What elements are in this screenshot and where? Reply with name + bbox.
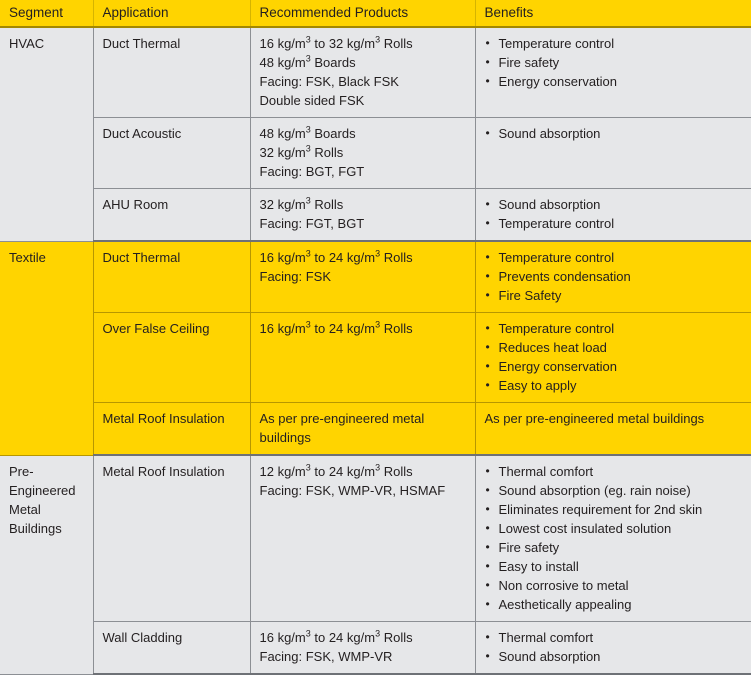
benefit-item: • Fire safety — [485, 538, 743, 557]
benefit-item: • Temperature control — [485, 214, 743, 233]
table-row — [0, 27, 751, 118]
product-line: 32 $kg/m^3$ Rolls — [259, 195, 344, 212]
benefit-item: • Sound absorption — [485, 195, 743, 214]
benefits-list — [485, 628, 743, 666]
recommended-products-cell — [250, 455, 475, 622]
product-line: 12 $kg/m^3$ to 24 $kg/m^3$ Rolls — [259, 462, 413, 479]
application-cell: Duct Acoustic — [93, 118, 250, 189]
segment-label: HVAC — [9, 36, 45, 51]
application-cell: Wall Cladding — [93, 622, 250, 675]
product-line: 16 $kg/m^3$ to 24 $kg/m^3$ Rolls — [259, 248, 413, 265]
benefits-list — [485, 195, 743, 233]
benefits-cell — [475, 27, 751, 118]
column-header-benefits: Benefits — [475, 0, 751, 27]
table-row — [0, 189, 751, 242]
product-line: Facing: BGT, FGT — [259, 164, 365, 179]
benefits-list — [485, 319, 743, 395]
application-cell: Metal Roof Insulation — [93, 403, 250, 456]
benefit-item: • Eliminates requirement for 2nd skin — [485, 500, 743, 519]
product-line: Facing: FSK — [259, 269, 332, 284]
benefit-item: • Lowest cost insulated solution — [485, 519, 743, 538]
segment-label-line: Pre- — [9, 463, 34, 479]
product-line: 16 $kg/m^3$ to 24 $kg/m^3$ Rolls — [259, 628, 413, 645]
table-header — [0, 0, 751, 27]
benefits-list — [485, 124, 743, 143]
benefit-item: • Easy to install — [485, 557, 743, 576]
benefits-cell — [475, 118, 751, 189]
benefit-item: • Temperature control — [485, 34, 743, 53]
product-line: Facing: FSK, Black FSK — [259, 74, 399, 89]
recommended-products-cell — [250, 189, 475, 242]
product-line: 16 $kg/m^3$ to 24 $kg/m^3$ Rolls — [259, 319, 413, 336]
product-line: Facing: FSK, WMP-VR, HSMAF — [259, 483, 446, 498]
header-row — [0, 0, 751, 27]
table-row — [0, 403, 751, 456]
benefit-item: • Sound absorption — [485, 647, 743, 666]
recommended-products-cell — [250, 27, 475, 118]
table-row — [0, 118, 751, 189]
product-line: 48 $kg/m^3$ Boards — [259, 53, 356, 70]
product-line: Facing: FSK, WMP-VR — [259, 649, 393, 664]
table-body — [0, 27, 751, 674]
benefits-list — [485, 248, 743, 305]
benefits-list — [485, 34, 743, 91]
table-row — [0, 313, 751, 403]
product-line: 48 $kg/m^3$ Boards — [259, 124, 356, 141]
benefit-item: • Energy conservation — [485, 357, 743, 376]
benefit-item: • Fire safety — [485, 53, 743, 72]
product-line: Double sided FSK — [259, 93, 365, 108]
recommended-products-cell — [250, 622, 475, 675]
application-cell: Duct Thermal — [93, 27, 250, 118]
benefits-cell — [475, 455, 751, 622]
segment-label: Textile — [9, 249, 46, 265]
application-cell: AHU Room — [93, 189, 250, 242]
benefit-item: • Aesthetically appealing — [485, 595, 743, 614]
segment-label-line: Engineered — [9, 482, 76, 498]
column-header-application: Application — [93, 0, 250, 27]
recommended-products-cell — [250, 118, 475, 189]
application-cell: Metal Roof Insulation — [93, 455, 250, 622]
segment-cell — [0, 27, 93, 241]
product-line: Facing: FGT, BGT — [259, 216, 365, 231]
benefit-text: As per pre-engineered metal buildings — [484, 411, 705, 426]
benefits-cell — [475, 189, 751, 242]
benefit-item: • Sound absorption — [485, 124, 743, 143]
benefit-item: • Thermal comfort — [485, 462, 743, 481]
table-row — [0, 241, 751, 313]
recommended-products-cell — [250, 403, 475, 456]
product-line: 16 $kg/m^3$ to 32 $kg/m^3$ Rolls — [259, 34, 413, 51]
segment-label-line: Metal — [9, 501, 41, 517]
benefit-item: • Temperature control — [485, 248, 743, 267]
segment-label-line: Buildings — [9, 520, 62, 536]
benefit-item: • Energy conservation — [485, 72, 743, 91]
benefit-item: • Fire Safety — [485, 286, 743, 305]
recommended-products-cell — [250, 241, 475, 313]
benefits-cell — [475, 241, 751, 313]
application-cell: Over False Ceiling — [93, 313, 250, 403]
table-row — [0, 455, 751, 622]
benefit-item: • Non corrosive to metal — [485, 576, 743, 595]
application-cell: Duct Thermal — [93, 241, 250, 313]
benefits-cell — [475, 403, 751, 456]
table-row — [0, 622, 751, 675]
benefits-cell — [475, 313, 751, 403]
benefit-item: • Prevents condensation — [485, 267, 743, 286]
benefit-item: • Thermal comfort — [485, 628, 743, 647]
column-header-recommended-products: Recommended Products — [250, 0, 475, 27]
benefit-item: • Temperature control — [485, 319, 743, 338]
benefit-item: • Reduces heat load — [485, 338, 743, 357]
product-line: As per pre-engineered metal buildings — [259, 411, 425, 445]
benefit-item: • Easy to apply — [485, 376, 743, 395]
column-header-segment: Segment — [0, 0, 93, 27]
benefits-cell — [475, 622, 751, 675]
benefit-item: • Sound absorption (eg. rain noise) — [485, 481, 743, 500]
segment-cell — [0, 455, 93, 674]
product-line: 32 $kg/m^3$ Rolls — [259, 143, 344, 160]
recommended-products-cell — [250, 313, 475, 403]
benefits-list — [485, 462, 743, 614]
segment-cell — [0, 241, 93, 455]
